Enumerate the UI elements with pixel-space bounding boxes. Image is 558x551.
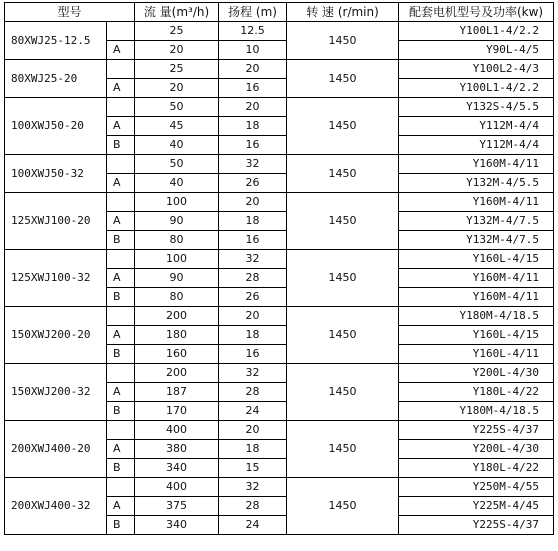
flow-cell: 90 xyxy=(135,212,219,231)
motor-cell: Y132M-4/5.5 xyxy=(399,174,554,193)
variant-cell: A xyxy=(107,269,135,288)
variant-cell: A xyxy=(107,117,135,136)
motor-cell: Y200L-4/30 xyxy=(399,440,554,459)
flow-cell: 25 xyxy=(135,60,219,79)
speed-cell: 1450 xyxy=(287,364,399,421)
variant-cell xyxy=(107,250,135,269)
flow-cell: 50 xyxy=(135,98,219,117)
variant-cell: B xyxy=(107,459,135,478)
variant-cell: B xyxy=(107,402,135,421)
flow-cell: 50 xyxy=(135,155,219,174)
speed-cell: 1450 xyxy=(287,155,399,193)
variant-cell: B xyxy=(107,516,135,535)
header-model: 型号 xyxy=(5,3,135,22)
model-cell: 200XWJ400-32 xyxy=(5,478,107,535)
motor-cell: Y160M-4/11 xyxy=(399,193,554,212)
model-cell: 125XWJ100-32 xyxy=(5,250,107,307)
head-cell: 32 xyxy=(219,478,287,497)
flow-cell: 100 xyxy=(135,193,219,212)
flow-cell: 160 xyxy=(135,345,219,364)
motor-cell: Y100L2-4/3 xyxy=(399,60,554,79)
model-cell: 125XWJ100-20 xyxy=(5,193,107,250)
motor-cell: Y250M-4/55 xyxy=(399,478,554,497)
motor-cell: Y100L1-4/2.2 xyxy=(399,79,554,98)
head-cell: 32 xyxy=(219,155,287,174)
variant-cell: B xyxy=(107,345,135,364)
motor-cell: Y90L-4/5 xyxy=(399,41,554,60)
motor-cell: Y160L-4/15 xyxy=(399,250,554,269)
header-row xyxy=(5,3,554,22)
head-cell: 32 xyxy=(219,364,287,383)
motor-cell: Y225S-4/37 xyxy=(399,516,554,535)
flow-cell: 45 xyxy=(135,117,219,136)
flow-cell: 90 xyxy=(135,269,219,288)
variant-cell xyxy=(107,307,135,326)
variant-cell: A xyxy=(107,383,135,402)
speed-cell: 1450 xyxy=(287,307,399,364)
head-cell: 18 xyxy=(219,326,287,345)
speed-cell: 1450 xyxy=(287,60,399,98)
variant-cell: B xyxy=(107,231,135,250)
head-cell: 16 xyxy=(219,231,287,250)
variant-cell: A xyxy=(107,41,135,60)
flow-cell: 40 xyxy=(135,136,219,155)
motor-cell: Y112M-4/4 xyxy=(399,136,554,155)
motor-cell: Y180L-4/22 xyxy=(399,459,554,478)
motor-cell: Y132S-4/5.5 xyxy=(399,98,554,117)
flow-cell: 80 xyxy=(135,231,219,250)
variant-cell: A xyxy=(107,326,135,345)
motor-cell: Y132M-4/7.5 xyxy=(399,212,554,231)
motor-cell: Y100L1-4/2.2 xyxy=(399,22,554,41)
motor-cell: Y160M-4/11 xyxy=(399,155,554,174)
head-cell: 10 xyxy=(219,41,287,60)
head-cell: 16 xyxy=(219,79,287,98)
table-row xyxy=(5,478,554,497)
flow-cell: 200 xyxy=(135,364,219,383)
model-cell: 80XWJ25-12.5 xyxy=(5,22,107,60)
table-row xyxy=(5,193,554,212)
variant-cell xyxy=(107,60,135,79)
speed-cell: 1450 xyxy=(287,193,399,250)
flow-cell: 20 xyxy=(135,41,219,60)
table-row xyxy=(5,250,554,269)
flow-cell: 80 xyxy=(135,288,219,307)
header-flow: 流 量(m³/h) xyxy=(135,3,219,22)
variant-cell xyxy=(107,421,135,440)
head-cell: 16 xyxy=(219,136,287,155)
head-cell: 18 xyxy=(219,212,287,231)
motor-cell: Y225M-4/45 xyxy=(399,497,554,516)
head-cell: 24 xyxy=(219,516,287,535)
motor-cell: Y160M-4/11 xyxy=(399,288,554,307)
speed-cell: 1450 xyxy=(287,250,399,307)
motor-cell: Y160L-4/11 xyxy=(399,345,554,364)
motor-cell: Y180L-4/22 xyxy=(399,383,554,402)
flow-cell: 25 xyxy=(135,22,219,41)
model-cell: 150XWJ200-20 xyxy=(5,307,107,364)
flow-cell: 100 xyxy=(135,250,219,269)
model-cell: 150XWJ200-32 xyxy=(5,364,107,421)
motor-cell: Y160L-4/15 xyxy=(399,326,554,345)
header-head: 扬程 (m) xyxy=(219,3,287,22)
table-row xyxy=(5,364,554,383)
variant-cell: A xyxy=(107,174,135,193)
table-row xyxy=(5,421,554,440)
head-cell: 28 xyxy=(219,383,287,402)
variant-cell xyxy=(107,364,135,383)
flow-cell: 375 xyxy=(135,497,219,516)
speed-cell: 1450 xyxy=(287,421,399,478)
motor-cell: Y225S-4/37 xyxy=(399,421,554,440)
variant-cell: B xyxy=(107,136,135,155)
head-cell: 28 xyxy=(219,269,287,288)
speed-cell: 1450 xyxy=(287,22,399,60)
motor-cell: Y200L-4/30 xyxy=(399,364,554,383)
head-cell: 32 xyxy=(219,250,287,269)
flow-cell: 180 xyxy=(135,326,219,345)
variant-cell xyxy=(107,478,135,497)
head-cell: 18 xyxy=(219,440,287,459)
table-row xyxy=(5,60,554,79)
head-cell: 26 xyxy=(219,174,287,193)
table-row xyxy=(5,155,554,174)
spec-table-body xyxy=(5,22,554,535)
model-cell: 100XWJ50-20 xyxy=(5,98,107,155)
flow-cell: 200 xyxy=(135,307,219,326)
head-cell: 20 xyxy=(219,98,287,117)
head-cell: 20 xyxy=(219,307,287,326)
variant-cell xyxy=(107,98,135,117)
motor-cell: Y180M-4/18.5 xyxy=(399,402,554,421)
motor-cell: Y132M-4/7.5 xyxy=(399,231,554,250)
head-cell: 15 xyxy=(219,459,287,478)
flow-cell: 400 xyxy=(135,478,219,497)
header-motor: 配套电机型号及功率(kw) xyxy=(399,3,554,22)
variant-cell: B xyxy=(107,288,135,307)
flow-cell: 187 xyxy=(135,383,219,402)
variant-cell xyxy=(107,155,135,174)
flow-cell: 380 xyxy=(135,440,219,459)
variant-cell: A xyxy=(107,79,135,98)
motor-cell: Y112M-4/4 xyxy=(399,117,554,136)
head-cell: 26 xyxy=(219,288,287,307)
head-cell: 20 xyxy=(219,421,287,440)
motor-cell: Y160M-4/11 xyxy=(399,269,554,288)
table-row xyxy=(5,22,554,41)
flow-cell: 340 xyxy=(135,516,219,535)
head-cell: 18 xyxy=(219,117,287,136)
model-cell: 80XWJ25-20 xyxy=(5,60,107,98)
flow-cell: 340 xyxy=(135,459,219,478)
table-row xyxy=(5,307,554,326)
table-row xyxy=(5,98,554,117)
speed-cell: 1450 xyxy=(287,478,399,535)
variant-cell xyxy=(107,22,135,41)
variant-cell xyxy=(107,193,135,212)
header-speed: 转 速 (r/min) xyxy=(287,3,399,22)
variant-cell: A xyxy=(107,212,135,231)
head-cell: 20 xyxy=(219,60,287,79)
model-cell: 200XWJ400-20 xyxy=(5,421,107,478)
speed-cell: 1450 xyxy=(287,98,399,155)
variant-cell: A xyxy=(107,440,135,459)
flow-cell: 400 xyxy=(135,421,219,440)
variant-cell: A xyxy=(107,497,135,516)
head-cell: 20 xyxy=(219,193,287,212)
head-cell: 28 xyxy=(219,497,287,516)
motor-cell: Y180M-4/18.5 xyxy=(399,307,554,326)
flow-cell: 20 xyxy=(135,79,219,98)
head-cell: 16 xyxy=(219,345,287,364)
pump-spec-table xyxy=(4,2,554,535)
head-cell: 24 xyxy=(219,402,287,421)
model-cell: 100XWJ50-32 xyxy=(5,155,107,193)
flow-cell: 170 xyxy=(135,402,219,421)
flow-cell: 40 xyxy=(135,174,219,193)
head-cell: 12.5 xyxy=(219,22,287,41)
